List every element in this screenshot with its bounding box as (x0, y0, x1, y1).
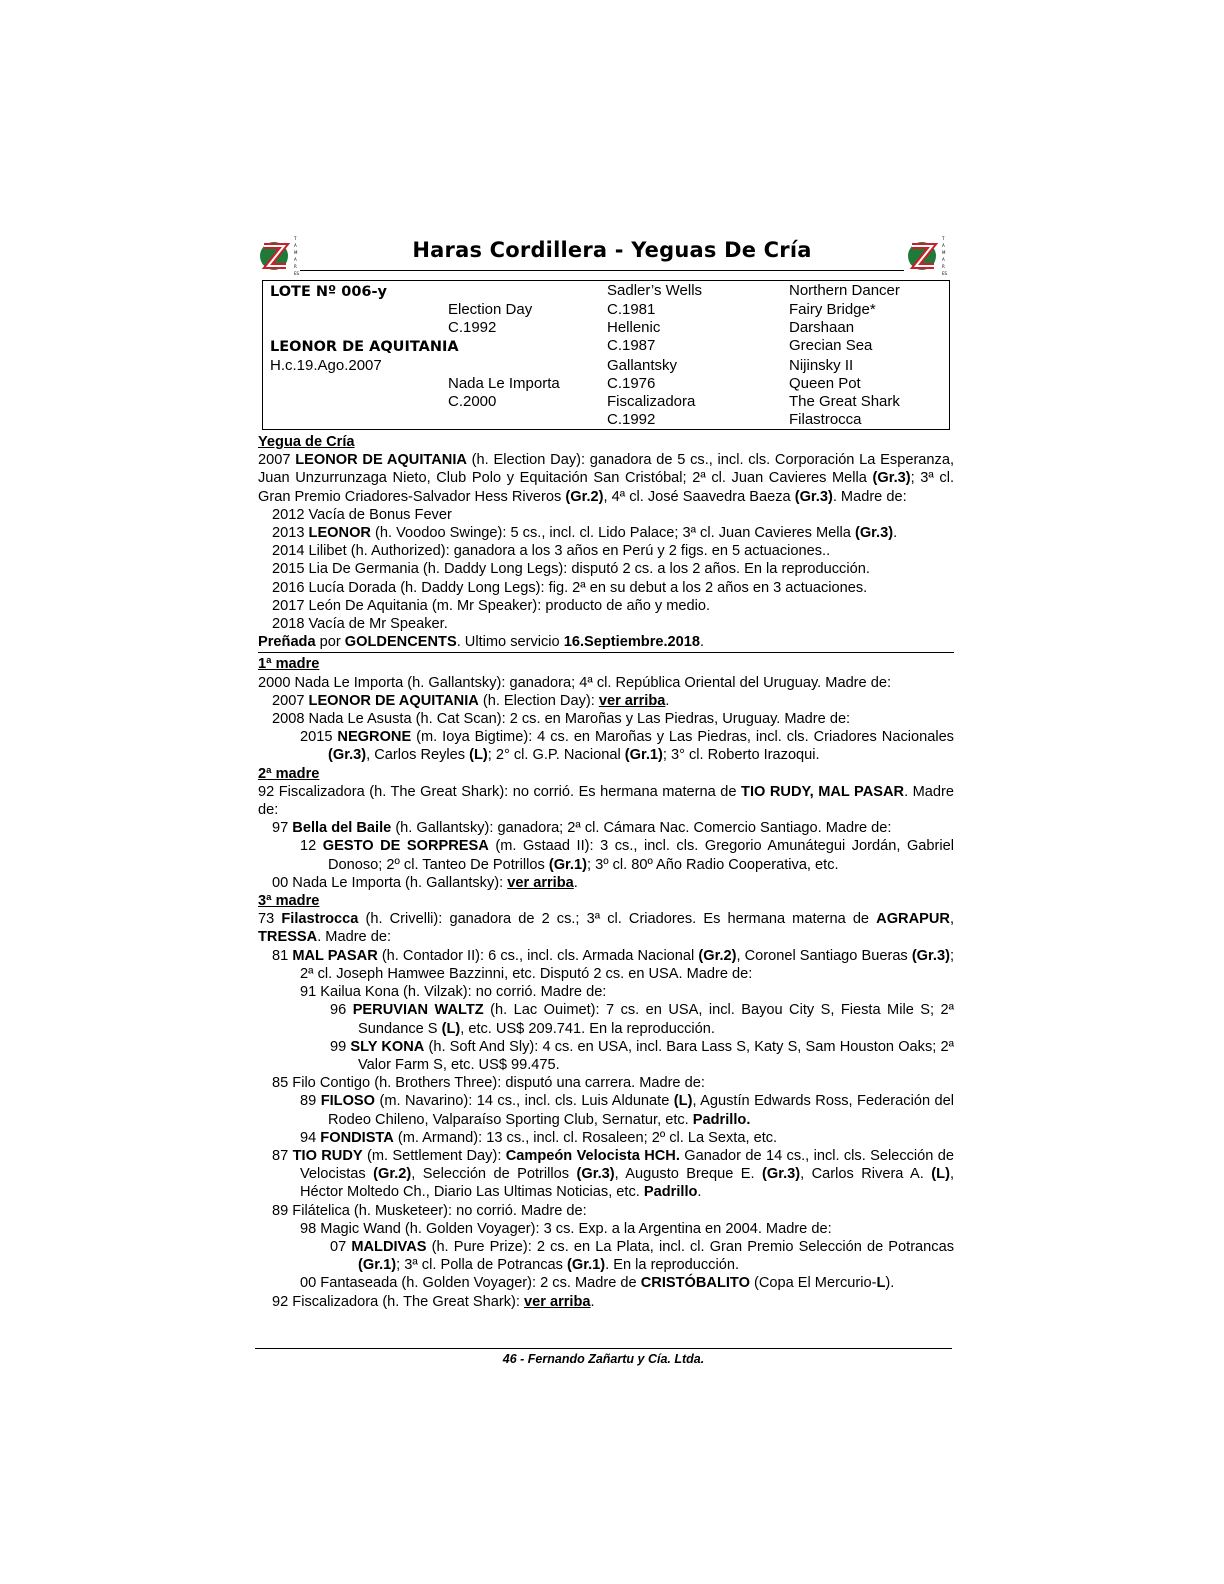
svg-text:ES: ES (294, 271, 300, 276)
grandsire-cell: Hellenic (607, 319, 661, 336)
list-item: 96 PERUVIAN WALTZ (h. Lac Ouimet): 7 cs. en USA, incl. Bayou City S, Fiesta Mile S; 2ª Sundance S (L), etc. US$ 209.741. En la reproducción. (330, 1002, 954, 1037)
paragraph: 73 Filastrocca (h. Crivelli): ganadora de 2 cs.; 3ª cl. Criadores. Es hermana materna de AGRAPUR, TRESSA. Madre de: (258, 911, 954, 946)
list-item: 07 MALDIVAS (h. Pure Prize): 2 cs. en La Plata, incl. cl. Gran Premio Selección de Potrancas (Gr.1); 3ª cl. Polla de Potrancas (Gr.1). En la reproducción. (330, 1238, 954, 1274)
list-item: 94 FONDISTA (m. Armand): 13 cs., incl. cl. Rosaleen; 2º cl. La Sexta, etc. (300, 1129, 778, 1146)
list-item: 2013 LEONOR (h. Voodoo Swinge): 5 cs., incl. cl. Lido Palace; 3ª cl. Juan Cavieres Mella (Gr.3). (272, 525, 898, 542)
svg-text:A: A (294, 243, 297, 248)
great-grandsire-cell: Filastrocca (789, 411, 862, 428)
grandsire-cell: Gallantsky (607, 357, 678, 374)
list-item: 92 Fiscalizadora (h. The Great Shark): ver arriba. (272, 1293, 595, 1310)
list-item: 00 Fantaseada (h. Golden Voyager): 2 cs. Madre de CRISTÓBALITO (Copa El Mercurio-L). (300, 1275, 895, 1292)
paragraph: 2007 LEONOR DE AQUITANIA (h. Election Day): ganadora de 5 cs., incl. cls. Corporación La Esperanza, Juan Unzurrunzaga Nieto, Club Polo y Equitación San Cristóbal; 2ª cl. Juan Cavieres Mella (Gr.3); 3ª cl. Gran Premio Criadores-Salvador Hess Riveros (Gr.2), 4ª cl. José Saavedra Baeza (Gr.3). Madre de: (258, 452, 955, 505)
svg-text:A: A (942, 243, 945, 248)
svg-text:M: M (294, 250, 298, 255)
footer-divider (255, 1348, 952, 1349)
list-item: 00 Nada Le Importa (h. Gallantsky): ver arriba. (272, 874, 578, 891)
list-item: 2016 Lucía Dorada (h. Daddy Long Legs): fig. 2ª en su debut a los 2 años en 3 actuaciones. (272, 579, 868, 596)
svg-text:A: A (294, 257, 297, 262)
list-item: 81 MAL PASAR (h. Contador II): 6 cs., incl. cls. Armada Nacional (Gr.2), Coronel Santiago Bueras (Gr.3); 2ª cl. Joseph Hamwee Bazzinni, etc. Disputó 2 cs. en USA. Madre de: (272, 947, 954, 982)
list-item: 2014 Lilibet (h. Authorized): ganadora a los 3 años en Perú y 2 figs. en 5 actuaciones.. (272, 543, 831, 560)
list-item: 85 Filo Contigo (h. Brothers Three): disputó una carrera. Madre de: (272, 1075, 705, 1092)
svg-text:A: A (942, 257, 945, 262)
list-item: 87 TIO RUDY (m. Settlement Day): Campeón Velocista HCH. Ganador de 14 cs., incl. cls. Selección de Velocistas (Gr.2), Selección de Potrillos (Gr.3), Augusto Breque E. (Gr.3), Carlos Rivera A. (L), Héctor Moltedo Ch., Diario Las Ultimas Noticias, etc. Padrillo. (272, 1147, 954, 1201)
grandsire-cell: Sadler’s Wells (607, 282, 703, 299)
section-heading: 1ª madre (258, 656, 320, 673)
page-title: Haras Cordillera - Yeguas De Cría (412, 238, 812, 262)
list-item: 2017 León De Aquitania (m. Mr Speaker): producto de año y medio. (272, 597, 711, 614)
paragraph: Preñada por GOLDENCENTS. Ultimo servicio 16.Septiembre.2018. (258, 634, 705, 651)
great-grandsire-cell: Queen Pot (789, 375, 861, 392)
grandsire-cell: C.1976 (607, 375, 656, 392)
great-grandsire-cell: Grecian Sea (789, 337, 873, 354)
pedigree-table (262, 280, 950, 430)
list-item: 12 GESTO DE SORPRESA (m. Gstaad II): 3 cs., incl. cls. Gregorio Amunátegui Jordán, Gabriel Donoso; 2º cl. Tanteo De Potrillos (Gr.1); 3º cl. 80º Año Radio Cooperativa, etc. (300, 838, 954, 873)
haras-logo-icon (258, 232, 302, 278)
svg-text:T: T (942, 236, 945, 241)
horse-name: LEONOR DE AQUITANIA (270, 339, 459, 355)
section-heading: 2ª madre (258, 765, 320, 782)
list-item: 2015 NEGRONE (m. Ioya Bigtime): 4 cs. en Maroñas y Las Piedras, incl. cls. Criadores Nacionales (Gr.3), Carlos Reyles (L); 2° cl. G.P. Nacional (Gr.1); 3° cl. Roberto Irazoqui. (300, 729, 954, 764)
list-item: 89 FILOSO (m. Navarino): 14 cs., incl. cls. Luis Aldunate (L), Agustín Edwards Ross, Federación del Rodeo Chileno, Valparaíso Sporting Club, Sernatur, etc. Padrillo. (300, 1093, 954, 1128)
grandsire-cell: Fiscalizadora (607, 393, 696, 410)
list-item: 89 Filátelica (h. Musketeer): no corrió. Madre de: (272, 1202, 587, 1219)
sire-year: C.1992 (448, 319, 497, 336)
great-grandsire-cell: Darshaan (789, 319, 855, 336)
section-divider (258, 652, 954, 653)
list-item: 97 Bella del Baile (h. Gallantsky): ganadora; 2ª cl. Cámara Nac. Comercio Santiago. Madre de: (272, 820, 892, 837)
list-item: 2012 Vacía de Bonus Fever (272, 506, 452, 523)
paragraph: 92 Fiscalizadora (h. The Great Shark): no corrió. Es hermana materna de TIO RUDY, MAL PASAR. Madre de: (258, 783, 954, 819)
list-item: 2015 Lia De Germania (h. Daddy Long Legs): disputó 2 cs. a los 2 años. En la reproducción. (272, 561, 870, 578)
page-footer: 46 - Fernando Zañartu y Cía. Ltda. (502, 1352, 705, 1366)
paragraph: 2000 Nada Le Importa (h. Gallantsky): ganadora; 4ª cl. República Oriental del Uruguay. Madre de: (258, 674, 892, 691)
title-divider (300, 270, 904, 271)
grandsire-cell: C.1981 (607, 301, 656, 318)
logo-lettering: T (294, 236, 297, 241)
section-heading: 3ª madre (258, 893, 320, 910)
list-item: 91 Kailua Kona (h. Vilzak): no corrió. Madre de: (300, 984, 607, 1001)
grandsire-cell: C.1987 (607, 337, 656, 354)
great-grandsire-cell: Nijinsky II (789, 357, 854, 374)
section-heading: Yegua de Cría (258, 434, 355, 450)
sire-name: Election Day (448, 301, 533, 318)
list-item: 2018 Vacía de Mr Speaker. (272, 616, 448, 633)
list-item: 2007 LEONOR DE AQUITANIA (h. Election Day): ver arriba. (272, 692, 670, 709)
great-grandsire-cell: Northern Dancer (789, 282, 900, 299)
list-item: 98 Magic Wand (h. Golden Voyager): 3 cs. Exp. a la Argentina en 2004. Madre de: (300, 1220, 832, 1237)
svg-text:R: R (294, 264, 297, 269)
dam-name: Nada Le Importa (448, 375, 560, 392)
svg-text:R: R (942, 264, 945, 269)
pedigree-notes (258, 433, 954, 1311)
dam-year: C.2000 (448, 393, 497, 410)
great-grandsire-cell: The Great Shark (789, 393, 900, 410)
list-item: 2008 Nada Le Asusta (h. Cat Scan): 2 cs. en Maroñas y Las Piedras, Uruguay. Madre de: (272, 711, 851, 728)
svg-text:M: M (942, 250, 946, 255)
lot-number: LOTE Nº 006-y (270, 284, 387, 300)
list-item: 99 SLY KONA (h. Soft And Sly): 4 cs. en USA, incl. Bara Lass S, Katy S, Sam Houston Oaks; 2ª Valor Farm S, etc. US$ 99.475. (330, 1038, 955, 1073)
great-grandsire-cell: Fairy Bridge* (789, 301, 876, 318)
grandsire-cell: C.1992 (607, 411, 656, 428)
svg-text:ES: ES (942, 271, 948, 276)
horse-birth: H.c.19.Ago.2007 (270, 357, 382, 374)
